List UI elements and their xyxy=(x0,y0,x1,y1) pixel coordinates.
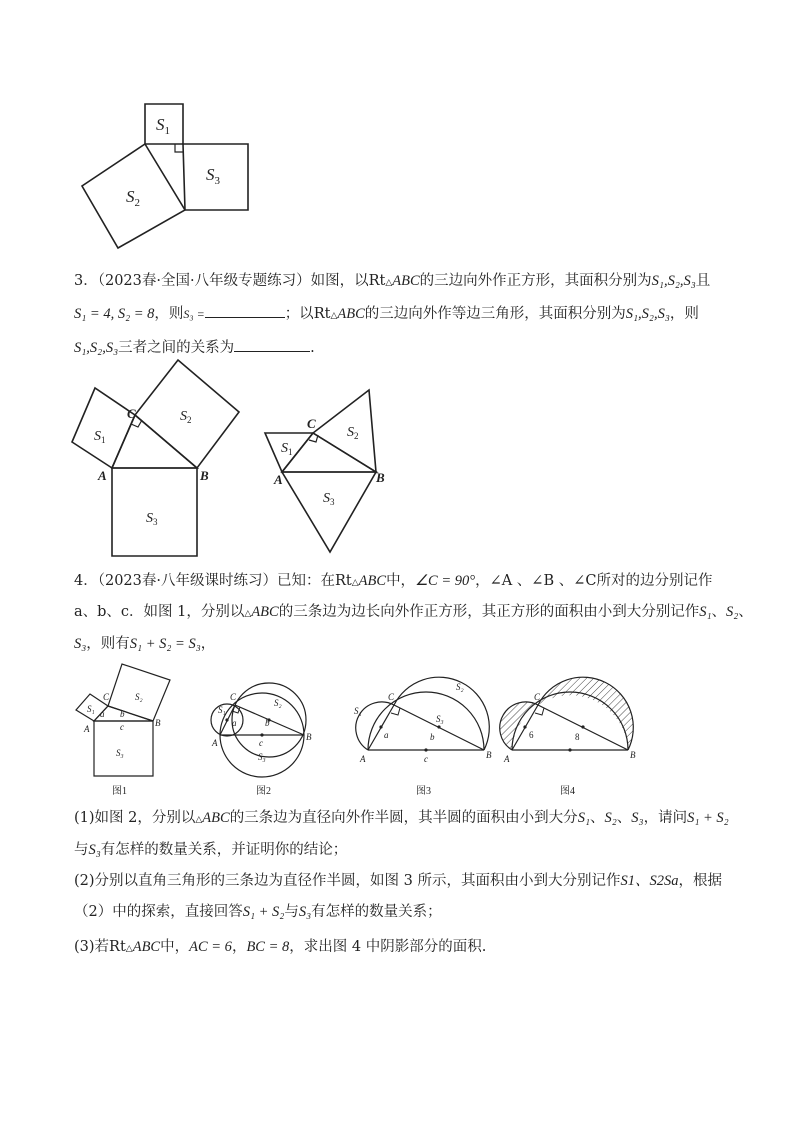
q4-angle-c: ∠C = 90° xyxy=(415,573,476,589)
label-s3: $S_3$ xyxy=(323,491,335,507)
q4-line-1 xyxy=(74,571,712,593)
label-side-a: a xyxy=(232,718,237,728)
figure-q3-squares xyxy=(60,370,260,570)
label-c: C xyxy=(103,692,110,702)
label-s1: S₁ xyxy=(354,706,362,716)
p3-ac: AC = 6 xyxy=(189,939,232,955)
q3-s3eq: S₃ = xyxy=(183,307,205,321)
q3-source: （2023春·全国·八年级专题练习） xyxy=(97,273,311,289)
q3-s123: S₁,S₂,S₃ xyxy=(74,340,119,356)
q3-text: 三者之间的关系为 xyxy=(118,340,235,356)
triangle-s2 xyxy=(313,390,376,472)
p2-text: （2）中的探索，直接回答 xyxy=(74,904,243,920)
triangle-symbol: △ xyxy=(351,578,359,588)
right-angle-mark xyxy=(175,144,183,152)
p3-text: 中， xyxy=(160,939,190,955)
label-s2: S₂ xyxy=(135,692,143,702)
label-side-b: b xyxy=(265,718,270,728)
figure-2 xyxy=(211,683,312,797)
q4-s1: S₁ xyxy=(699,604,712,620)
p1-line-1 xyxy=(74,808,729,830)
p2-text: 有怎样的数量关系； xyxy=(311,904,442,920)
label-s2: $S_2$ xyxy=(347,425,359,441)
label-s3: S₃ xyxy=(258,752,266,762)
label-b: B xyxy=(155,718,161,728)
label-side-a: a xyxy=(100,709,105,719)
q4-rt: Rt xyxy=(335,573,352,589)
label-s3: $S_3$ xyxy=(146,511,158,527)
caption-fig3: 图3 xyxy=(416,786,431,797)
q4-line-3 xyxy=(74,634,215,654)
label-c: C xyxy=(388,692,395,702)
label-a: A xyxy=(274,472,283,487)
q3-given: S₁ = 4, S₂ = 8 xyxy=(74,306,155,322)
q4-text: 、 xyxy=(711,604,726,620)
figure-1 xyxy=(76,664,170,797)
shaded-region-left xyxy=(500,702,538,750)
q3-line-3 xyxy=(74,337,315,358)
label-s2: S₂ xyxy=(456,682,464,692)
label-s1: S₁ xyxy=(218,705,226,715)
q3-text: 如图，以 xyxy=(310,273,369,289)
p2-line-2 xyxy=(74,902,442,922)
p2-sum: S₁ + S₂ xyxy=(242,904,285,920)
q3-abc: ABC xyxy=(337,306,365,322)
p1-text: 有怎样的数量关系，并证明你的结论； xyxy=(100,842,348,858)
q4-s3: S₃ xyxy=(74,636,87,652)
p1-sum: S₁ + S₂ xyxy=(687,810,729,826)
label-s3: S₃ xyxy=(116,748,124,758)
label-a: A xyxy=(360,754,366,764)
label-s3: S₃ xyxy=(436,714,444,724)
p3-bc: BC = 8 xyxy=(246,939,290,955)
square-s3 xyxy=(112,468,197,556)
q4-text: ， xyxy=(200,636,216,652)
figure-squares-top xyxy=(78,100,258,250)
label-b: B xyxy=(200,468,209,483)
p1-abc: ABC xyxy=(202,810,230,826)
q3-text: 的三边向外作等边三角形，其面积分别为 xyxy=(364,306,626,322)
label-c: C xyxy=(307,416,316,431)
p1-s3: S₃ xyxy=(631,810,644,826)
answer-blank-1[interactable] xyxy=(205,303,285,318)
q3-text: ；以 xyxy=(284,306,314,322)
p2-text: (2)分别以直角三角形的三条边为直径作半圆，如图 3 所示，其面积由小到大分别记作 xyxy=(74,873,621,889)
q4-abc: ABC xyxy=(358,573,387,589)
label-a: A xyxy=(84,724,90,734)
q3-rt: Rt xyxy=(313,306,331,322)
triangle-symbol: △ xyxy=(330,311,338,321)
label-b: B xyxy=(376,470,385,485)
label-c: C xyxy=(127,406,136,421)
q3-text: 的三边向外作正方形，其面积分别为 xyxy=(419,273,652,289)
label-c: C xyxy=(230,692,237,702)
label-side-c: c xyxy=(424,754,428,764)
q3-text: 且 xyxy=(695,273,711,289)
label-b: B xyxy=(306,732,312,742)
label-side-c: c xyxy=(120,722,124,732)
q3-line-1 xyxy=(74,271,710,293)
caption-fig4: 图4 xyxy=(560,786,575,797)
p1-text: 与 xyxy=(74,842,89,858)
q4-text: 、 xyxy=(738,604,753,620)
q3-abc: ABC xyxy=(392,273,420,289)
q4-text: a、b、c．如图 1，分别以 xyxy=(74,604,245,620)
label-s2: $S_2$ xyxy=(180,409,192,425)
q3-text: ，则 xyxy=(154,306,184,322)
answer-blank-2[interactable] xyxy=(234,337,310,352)
triangle-s3 xyxy=(282,472,376,552)
label-s2: $S_2$ xyxy=(126,187,140,209)
p2-line-1 xyxy=(74,871,722,891)
figure-q3-triangles xyxy=(258,380,408,560)
label-side-a: a xyxy=(384,730,389,740)
label-a: A xyxy=(98,468,107,483)
p1-s2: S₂ xyxy=(604,810,617,826)
q3-s123: S₁,S₂,S₃ xyxy=(651,273,696,289)
p3-rt: Rt xyxy=(109,939,126,955)
q4-s2: S₂ xyxy=(726,604,739,620)
p3-text: ，求出图 4 中阴影部分的面积. xyxy=(289,939,487,955)
triangle-abc xyxy=(282,433,376,472)
label-a: A xyxy=(504,754,510,764)
q4-text: 的三条边为边长向外作正方形，其正方形的面积由小到大分别记作 xyxy=(278,604,700,620)
caption-fig2: 图2 xyxy=(256,786,271,797)
p1-s3: S₃ xyxy=(88,842,101,858)
p2-text: 与 xyxy=(284,904,299,920)
label-c: C xyxy=(534,692,541,702)
square-s1 xyxy=(72,388,135,468)
q4-text: 中， xyxy=(386,573,416,589)
q3-number: 3． xyxy=(74,273,98,289)
q4-text: ，∠A 、∠B 、∠C所对的边分别记作 xyxy=(475,573,713,589)
p2-text: ，根据 xyxy=(678,873,722,889)
label-a: A xyxy=(212,738,218,748)
q3-text: ，则 xyxy=(669,306,699,322)
label-eight: 8 xyxy=(575,732,580,742)
q4-line-2 xyxy=(74,602,753,624)
p3-line-1 xyxy=(74,937,486,959)
label-s1: $S_1$ xyxy=(94,429,106,445)
q4-text: ，则有 xyxy=(86,636,130,652)
label-side-c: c xyxy=(259,738,263,748)
q3-line-2 xyxy=(74,303,699,326)
p1-text: (1)如图 2，分别以 xyxy=(74,810,196,826)
q4-abc: ABC xyxy=(251,604,279,620)
p1-text: 、 xyxy=(589,810,605,826)
q4-source: （2023春·八年级课时练习）已知：在 xyxy=(97,573,335,589)
q3-rt: Rt xyxy=(368,273,386,289)
caption-fig1: 图1 xyxy=(112,786,127,797)
figures-q4 xyxy=(60,660,660,805)
triangle-symbol: △ xyxy=(244,609,252,619)
p1-line-2 xyxy=(74,840,347,860)
p1-s1: S₁ xyxy=(577,810,590,826)
p1-text: ，请问 xyxy=(643,810,688,826)
p2-s3: S₃ xyxy=(298,904,312,920)
q3-s123: S₁,S₂,S₃ xyxy=(625,306,670,322)
label-b: B xyxy=(630,750,636,760)
triangle-symbol: △ xyxy=(385,278,393,288)
label-side-b: b xyxy=(120,709,125,719)
q4-relation: S₁ + S₂ = S₃ xyxy=(129,636,201,652)
triangle-symbol: △ xyxy=(195,815,203,825)
p3-text: (3)若 xyxy=(74,939,110,955)
label-six: 6 xyxy=(529,730,534,740)
label-s1: $S_1$ xyxy=(281,441,293,457)
p1-text: 、 xyxy=(616,810,632,826)
q3-period: . xyxy=(310,340,315,356)
label-s1: S₁ xyxy=(87,704,95,714)
label-s1: $S_1$ xyxy=(156,115,170,137)
p3-text: ， xyxy=(231,939,247,955)
p2-symbols: S1、S2Sa xyxy=(620,873,679,889)
square-s2 xyxy=(135,360,239,468)
label-b: B xyxy=(486,750,492,760)
label-side-b: b xyxy=(430,732,435,742)
triangle-symbol: △ xyxy=(125,944,133,954)
p1-text: 的三条边为直径向外作半圆，其半圆的面积由小到大分 xyxy=(229,810,578,826)
p3-abc: ABC xyxy=(132,939,161,955)
figure-4 xyxy=(500,677,636,797)
figure-3 xyxy=(354,677,492,797)
label-s2: S₂ xyxy=(274,698,282,708)
q4-number: 4． xyxy=(74,573,98,589)
label-s3: $S_3$ xyxy=(206,165,220,187)
